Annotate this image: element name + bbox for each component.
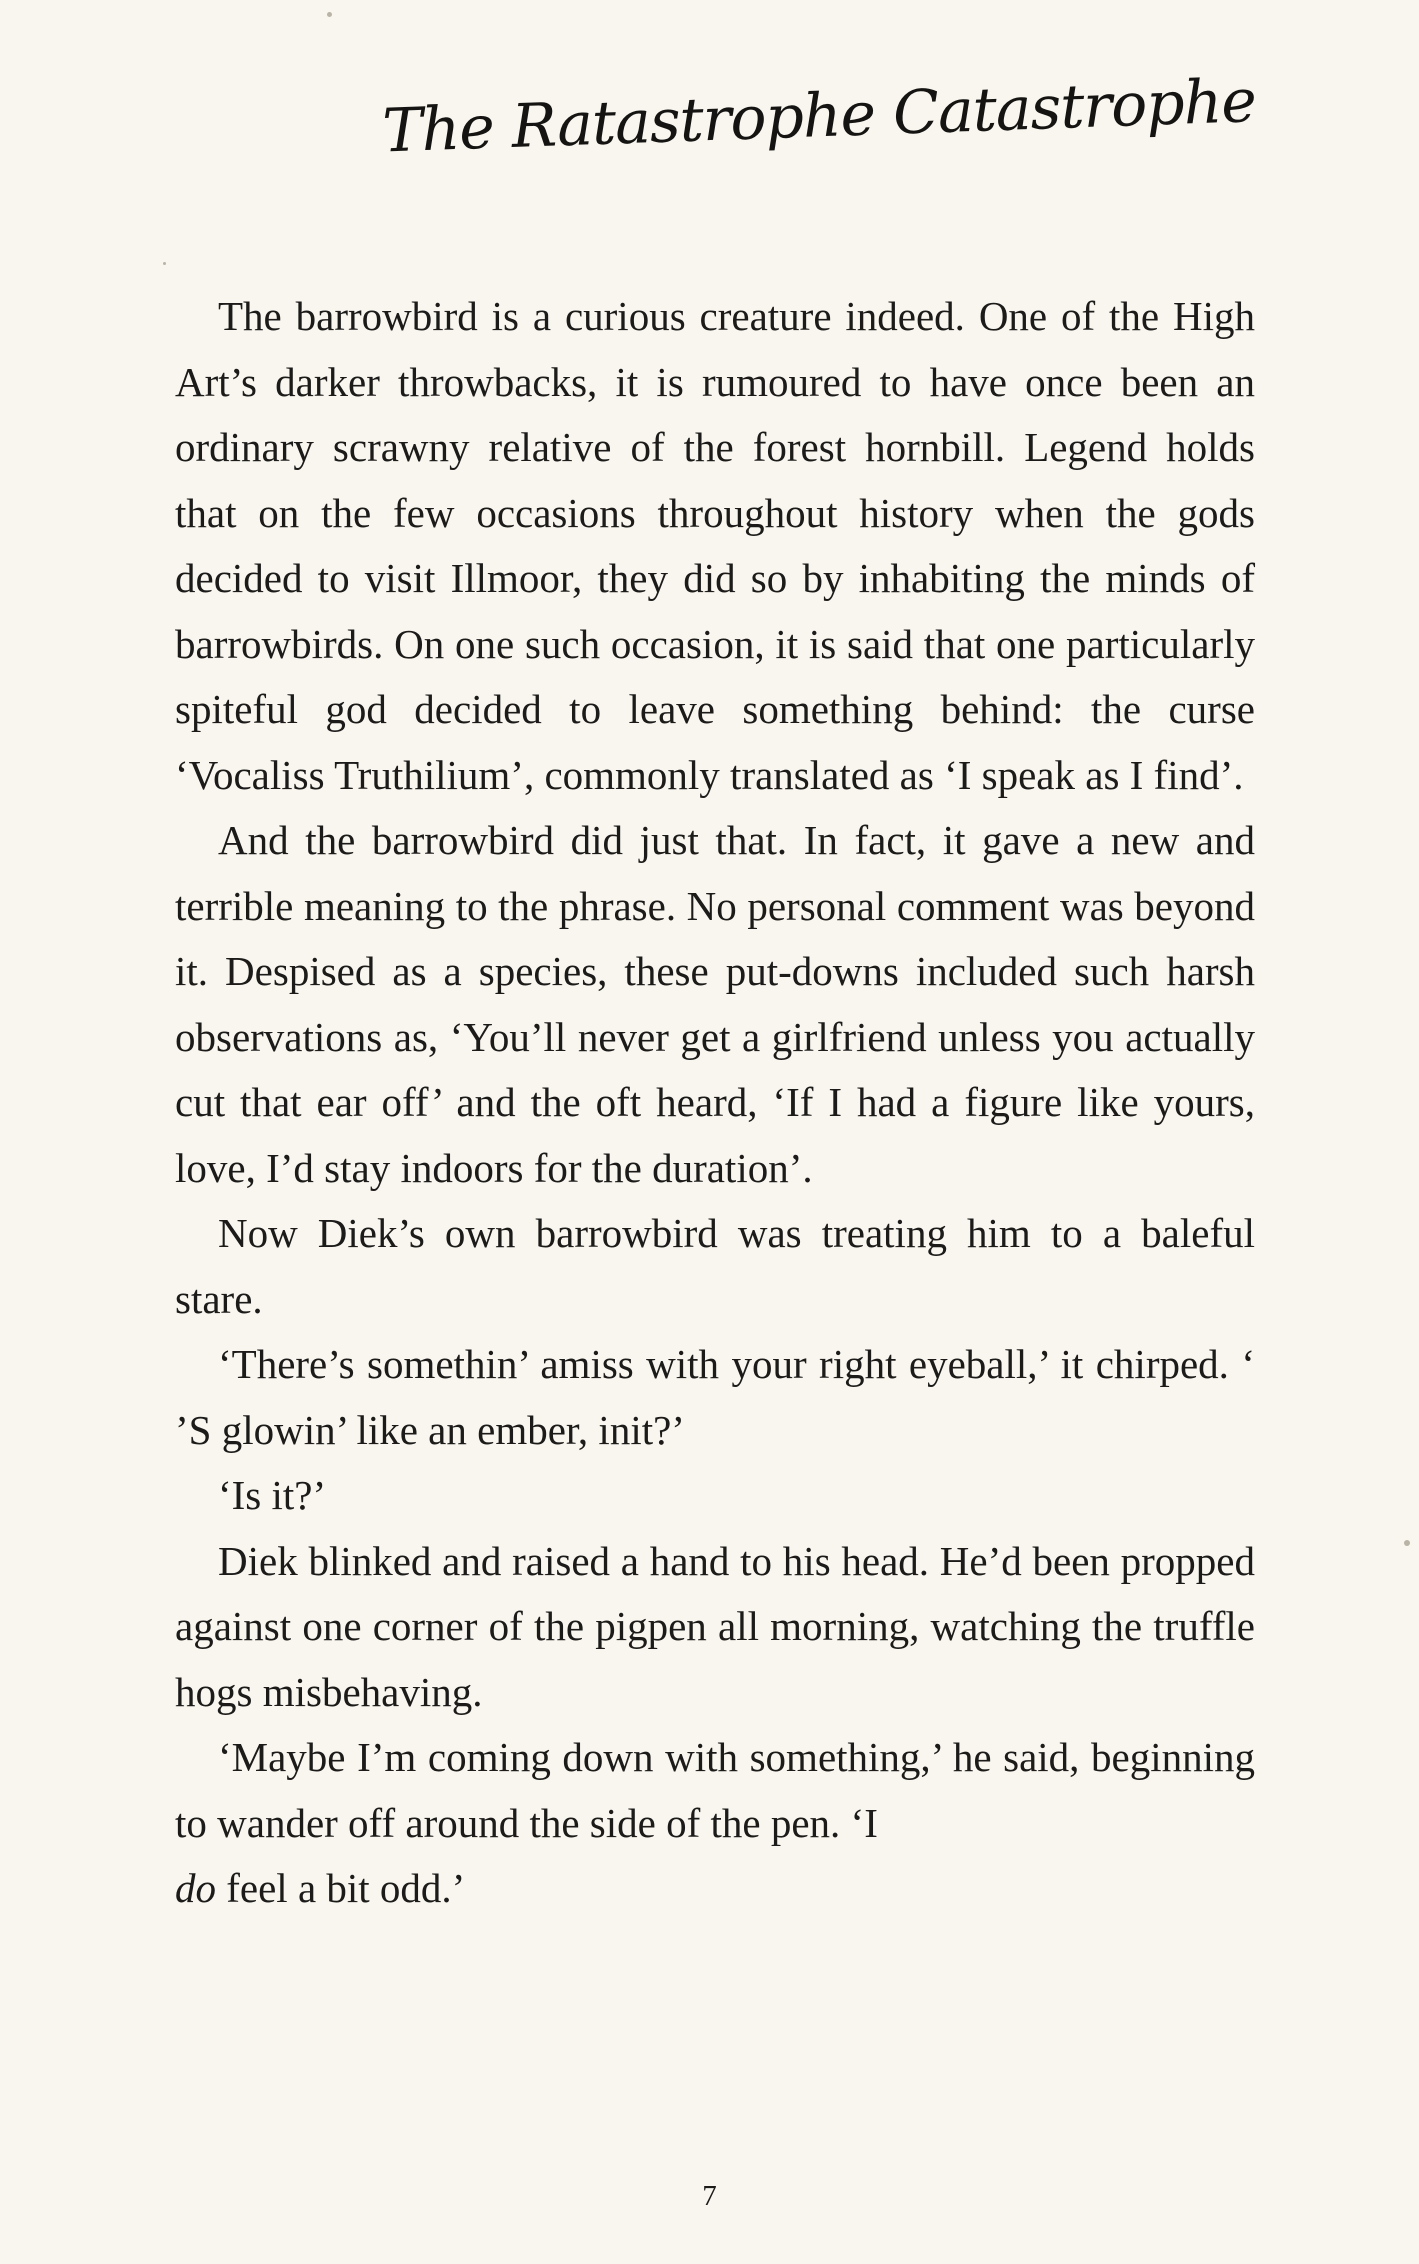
paragraph: ‘There’s somethin’ amiss with your right eyeball,’ it chirped. ‘ ’S glowin’ like an ember, init?’ (175, 1341, 1255, 1453)
paragraph: Now Diek’s own barrowbird was treating him to a baleful stare. (175, 1210, 1255, 1322)
paper-speck (163, 262, 166, 265)
paragraph: ‘Is it?’ (218, 1472, 327, 1518)
paragraph: Diek blinked and raised a hand to his head. He’d been propped against one corner of the pigpen all morning, watching the truffle hogs misbehaving. (175, 1537, 1255, 1715)
paragraph-last-tail: feel a bit odd.’ (216, 1865, 466, 1911)
running-head-title: The Ratastrophe Catastrophe (381, 66, 1258, 167)
body-text (175, 284, 1255, 1922)
paragraph: The barrowbird is a curious creature indeed. One of the High Art’s darker throwbacks, it is rumoured to have once been an ordinary scrawny relative of the forest hornbill. Legend holds that on the few occasions throughout history when the gods decided to visit Illmoor, they did so by inhabiting the minds of barrowbirds. On one such occasion, it is said that one particularly spiteful god decided to leave something behind: the curse ‘Vocaliss Truthilium’, commonly translated as ‘I speak as I find’. (175, 293, 1255, 798)
paragraph-last (175, 1725, 1255, 1922)
page-number: 7 (702, 2180, 717, 2212)
paragraph-last-lead: ‘Maybe I’m coming down with something,’ he said, beginning to wander off around the side of the pen. ‘I (175, 1734, 1255, 1846)
paragraph: And the barrowbird did just that. In fact, it gave a new and terrible meaning to the phrase. No personal comment was beyond it. Despised as a species, these put-downs included such harsh observations as, ‘You’ll never get a girlfriend unless you actually cut that ear off’ and the oft heard, ‘If I had a figure like yours, love, I’d stay indoors for the duration’. (175, 817, 1255, 1191)
emphasis-do: do (175, 1865, 216, 1911)
paper-speck (327, 12, 332, 17)
paper-speck (1404, 1540, 1410, 1546)
